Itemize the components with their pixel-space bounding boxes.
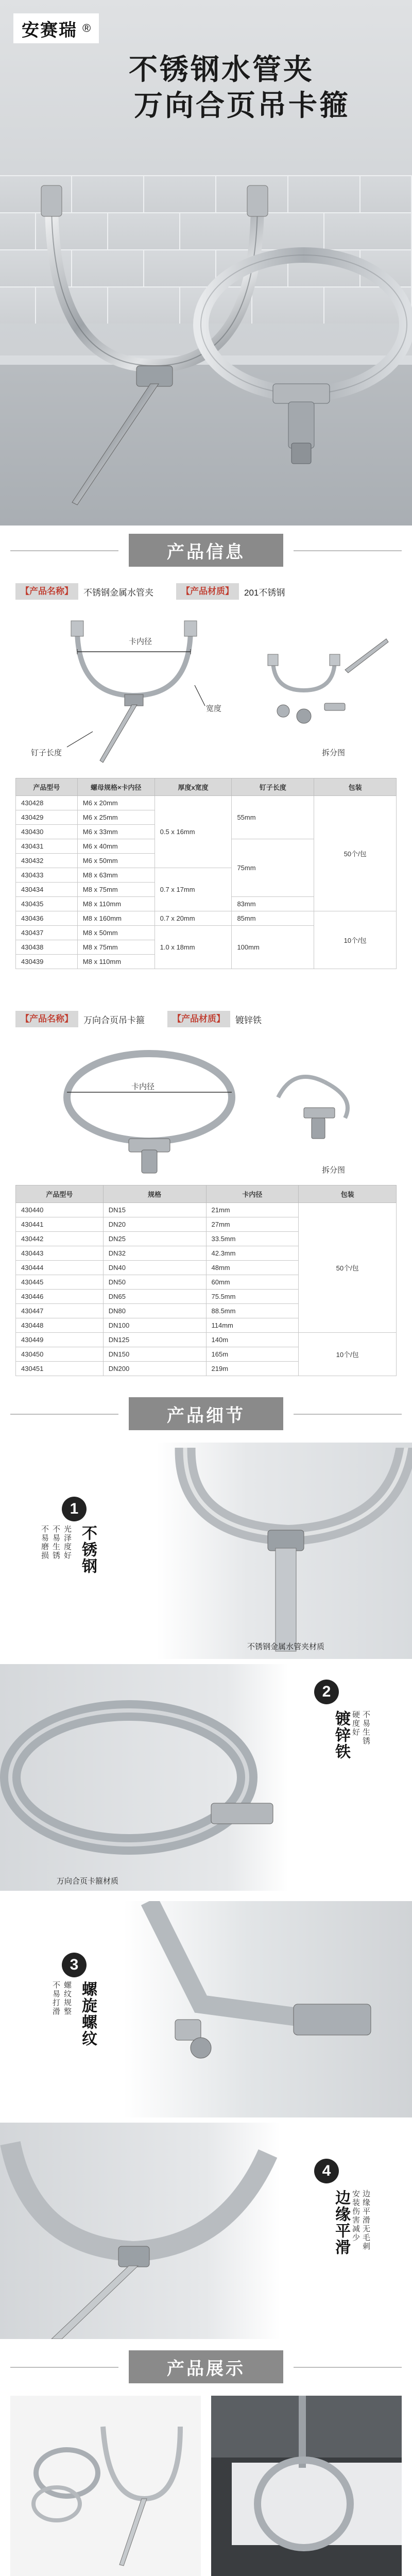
table-row (16, 796, 397, 810)
table-cell: 165m (206, 1347, 299, 1362)
product2-name-tag: 【产品名称】 (15, 1011, 78, 1027)
table-cell: DN25 (103, 1232, 206, 1246)
detail-1-sub2: 不易生锈 (52, 1525, 60, 1560)
table-cell: 430446 (16, 1290, 104, 1304)
table-cell: M8 x 110mm (77, 897, 154, 911)
product1-material-value: 201不锈钢 (244, 587, 285, 598)
hero-title-line1: 不锈钢水管夹 (129, 53, 314, 86)
table-cell: 140m (206, 1333, 299, 1347)
product1-label-inner: 卡内径 (129, 637, 152, 646)
table-header: 包装 (299, 1185, 397, 1203)
product2-label-inner: 卡内径 (131, 1082, 155, 1091)
detail-1-sub3: 不易磨损 (40, 1525, 49, 1560)
table-cell: 430448 (16, 1318, 104, 1333)
display-panel (0, 2396, 412, 2576)
product1-spec-table (15, 778, 397, 969)
detail-header-title: 产品细节 (167, 1405, 245, 1426)
table-cell: M6 x 25mm (77, 810, 154, 825)
table-cell: M8 x 50mm (77, 926, 154, 940)
detail-2-number: 2 (314, 1680, 339, 1704)
detail-4-sub1: 边缘平滑无毛刺 (362, 2190, 370, 2251)
table-cell: 430440 (16, 1203, 104, 1217)
detail-3-number: 3 (62, 1953, 87, 1977)
table-cell: 430435 (16, 897, 78, 911)
detail-4-number: 4 (314, 2159, 339, 2183)
table-cell: 55mm (232, 796, 314, 839)
table-cell: DN150 (103, 1347, 206, 1362)
table-cell: 430443 (16, 1246, 104, 1261)
table-cell: 100mm (232, 926, 314, 969)
table-cell: DN32 (103, 1246, 206, 1261)
hero-title-line2: 万向合页吊卡箍 (134, 89, 350, 122)
table-header: 产品型号 (16, 1185, 104, 1203)
detail-2-panel (0, 1664, 412, 1891)
table-cell: 430442 (16, 1232, 104, 1246)
table-cell: M8 x 75mm (77, 940, 154, 955)
table-cell: 430431 (16, 839, 78, 854)
table-cell: 430449 (16, 1333, 104, 1347)
table-header: 卡内径 (206, 1185, 299, 1203)
table-cell: 88.5mm (206, 1304, 299, 1318)
table-cell: 430441 (16, 1217, 104, 1232)
logo-text: 安赛瑞 (22, 20, 77, 40)
table-cell: 85mm (232, 911, 314, 926)
table-cell: 430447 (16, 1304, 104, 1318)
table-header-row (16, 778, 397, 796)
table-cell: 430432 (16, 854, 78, 868)
table-cell: M8 x 75mm (77, 883, 154, 897)
table-cell: 60mm (206, 1275, 299, 1290)
display-image-left (10, 2396, 201, 2576)
detail-3-title: 螺旋螺纹 (79, 1981, 96, 2047)
table-cell: DN65 (103, 1290, 206, 1304)
detail-1-caption: 不锈钢金属水管夹材质 (247, 1642, 325, 1651)
table-cell: 33.5mm (206, 1232, 299, 1246)
detail-4-image (0, 2123, 288, 2339)
table-cell: DN40 (103, 1261, 206, 1275)
product1-material-tag: 【产品材质】 (176, 583, 239, 600)
detail-1-title: 不锈钢 (79, 1525, 96, 1574)
detail-2-sub1: 不易生锈 (362, 1710, 370, 1745)
detail-1-number: 1 (62, 1497, 87, 1521)
detail-2-sub2: 硬度好 (351, 1710, 360, 1737)
product2-tags (15, 1010, 267, 1028)
table-row (16, 1203, 397, 1217)
table-cell: 430437 (16, 926, 78, 940)
table-cell: 430451 (16, 1362, 104, 1376)
product1-tags (15, 582, 290, 601)
product1-label-width: 宽度 (206, 704, 222, 713)
table-row (16, 1333, 397, 1347)
detail-4-sub2: 安装伤害减少 (351, 2190, 360, 2242)
table-header: 厚度x宽度 (154, 778, 232, 796)
display-image-right (211, 2396, 402, 2576)
product1-name-tag: 【产品名称】 (15, 583, 78, 600)
info-header-title: 产品信息 (167, 542, 245, 562)
table-header-row (16, 1185, 397, 1203)
table-cell: 430429 (16, 810, 78, 825)
detail-2-title: 镀锌铁 (333, 1710, 350, 1760)
hero-section (0, 0, 412, 526)
display-header (0, 2344, 412, 2389)
table-cell: M6 x 20mm (77, 796, 154, 810)
table-cell: 430436 (16, 911, 78, 926)
product1-name-value: 不锈钢金属水管夹 (83, 587, 153, 598)
table-cell: DN50 (103, 1275, 206, 1290)
table-cell: M6 x 33mm (77, 825, 154, 839)
product1-label-nail: 钉子长度 (31, 749, 62, 757)
table-cell: 42.3mm (206, 1246, 299, 1261)
table-cell: 430444 (16, 1261, 104, 1275)
table-cell: 21mm (206, 1203, 299, 1217)
detail-3-sub2: 不易打滑 (52, 1981, 60, 2016)
table-header: 规格 (103, 1185, 206, 1203)
brand-logo (13, 13, 99, 43)
info-header-section (0, 526, 412, 575)
table-cell: 219m (206, 1362, 299, 1376)
detail-2-caption: 万向合页卡箍材质 (57, 1877, 119, 1886)
detail-4-title: 边缘平滑 (333, 2190, 350, 2256)
table-cell: DN200 (103, 1362, 206, 1376)
product2-spec-table (15, 1185, 397, 1376)
table-cell: M8 x 63mm (77, 868, 154, 883)
table-cell: 0.7 x 17mm (154, 868, 232, 911)
table-cell: 0.5 x 16mm (154, 796, 232, 868)
display-header-title: 产品展示 (167, 2359, 245, 2379)
table-cell: 10个/包 (314, 911, 397, 969)
detail-2-image (0, 1674, 288, 1880)
detail-3-image (129, 1901, 412, 2117)
table-cell: 430439 (16, 955, 78, 969)
table-cell: DN15 (103, 1203, 206, 1217)
detail-1-sub1: 光泽度好 (63, 1525, 72, 1560)
table-cell: 0.7 x 20mm (154, 911, 232, 926)
table-cell: 48mm (206, 1261, 299, 1275)
table-cell: DN125 (103, 1333, 206, 1347)
hero-product-image (0, 124, 412, 526)
product1-label-split: 拆分图 (322, 749, 346, 757)
table-cell: 430445 (16, 1275, 104, 1290)
table-header: 产品型号 (16, 778, 78, 796)
info-header (0, 528, 412, 573)
product1-diagram (15, 608, 397, 768)
product2-name-value: 万向合页吊卡箍 (83, 1015, 145, 1025)
table-cell: DN20 (103, 1217, 206, 1232)
table-cell: 430430 (16, 825, 78, 839)
table-cell: 50个/包 (314, 796, 397, 911)
table-cell: 50个/包 (299, 1203, 397, 1333)
table-cell: 83mm (232, 897, 314, 911)
table-cell: M6 x 40mm (77, 839, 154, 854)
table-header: 包装 (314, 778, 397, 796)
detail-3-sub1: 螺纹规整 (63, 1981, 72, 2016)
table-cell: 430433 (16, 868, 78, 883)
table-cell: M6 x 50mm (77, 854, 154, 868)
product2-label-split: 拆分图 (322, 1166, 346, 1175)
table-header: 钉子长度 (232, 778, 314, 796)
table-cell: 75mm (232, 839, 314, 897)
detail-header (0, 1391, 412, 1436)
table-header: 螺母规格×卡内径 (77, 778, 154, 796)
product2-diagram (15, 1036, 397, 1180)
table-cell: 10个/包 (299, 1333, 397, 1376)
table-cell: 1.0 x 18mm (154, 926, 232, 969)
table-cell: 430438 (16, 940, 78, 955)
registered-mark: ® (82, 22, 91, 35)
hero-title (129, 52, 397, 124)
table-cell: DN100 (103, 1318, 206, 1333)
table-cell: 430450 (16, 1347, 104, 1362)
table-cell: 27mm (206, 1217, 299, 1232)
table-cell: 75.5mm (206, 1290, 299, 1304)
table-cell: 430428 (16, 796, 78, 810)
table-cell: M8 x 160mm (77, 911, 154, 926)
table-row (16, 911, 397, 926)
table-cell: 430434 (16, 883, 78, 897)
table-cell: 114mm (206, 1318, 299, 1333)
detail-1-image (170, 1448, 412, 1654)
product2-material-tag: 【产品材质】 (167, 1011, 230, 1027)
table-cell: M8 x 110mm (77, 955, 154, 969)
table-cell: DN80 (103, 1304, 206, 1318)
product2-material-value: 镀锌铁 (235, 1015, 262, 1025)
